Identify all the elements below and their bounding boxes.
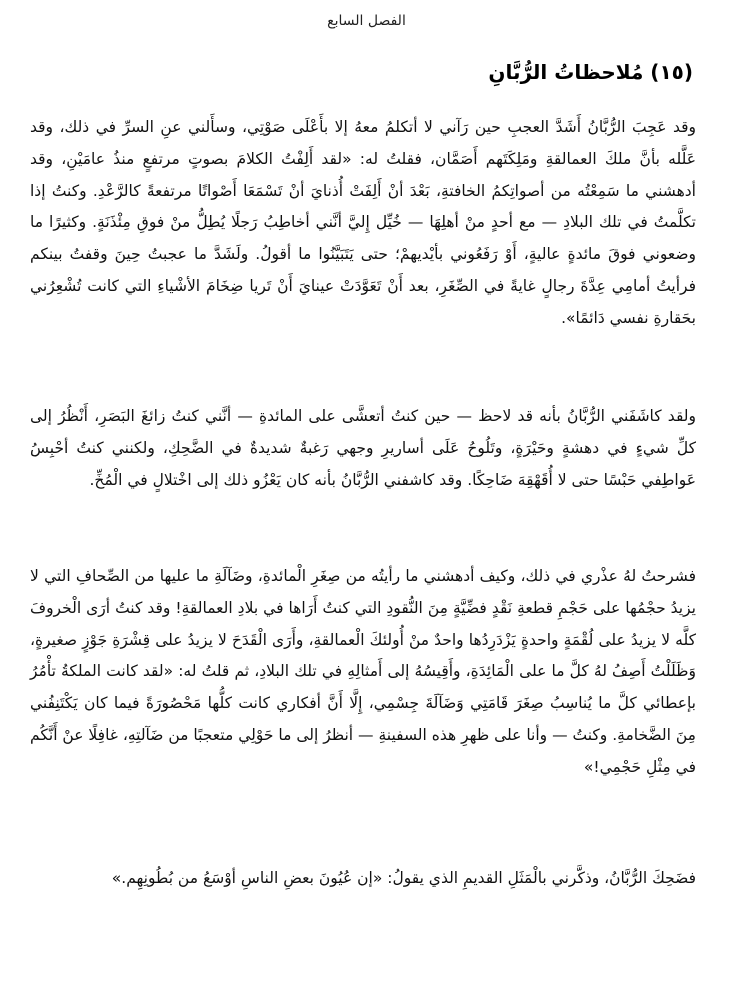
paragraph-text: ولقد كاشَفَني الرُّبَّانُ بأنه قد لاحظ — حين كنتُ أتعشَّى على المائدةِ — أنَّني كنتُ زائغَ البَصَرِ، أَنْظُرُ إلى كلِّ شيءٍ في دهشةٍ وحَيْرَةٍ، وتَلُوحُ عَلَى أساريرِ وجهي رَغبةٌ شديدةٌ في الضَّحِكِ، ولكنني كنتُ أحْبِسُ عَواطِفي حَبْسًا حتى لا أُقَهْقِهَ ضَاحِكًا. وقد كاشفني الرُّبَّانُ بأنه كان يَعْزُو ذلك إلى اخْتلالٍ في الْمُخِّ. xyxy=(30,407,696,489)
chapter-header: الفصل السابع xyxy=(327,13,406,29)
paragraph-2 xyxy=(30,401,696,496)
paragraph-text: وقد عَجِبَ الرُّبَّانُ أَشَدَّ العجبِ حين رَآني لا أتكلمُ معهُ إلا بأَعْلَى صَوْتِي، وسأَلني عنِ السرِّ في ذلك، وقد عَلَّله بأنَّ ملكَ العمالقةِ ومَلِكَتَهم أَصَمَّان، فقلتُ له: «لقد أَلِفْتُ الكلامَ بصوتٍ مرتفعٍ منذُ عامَيْنِ، وقد أدهشني ما سَمِعْتُه من أصواتِكمُ الخافتةِ، بَعْدَ أنْ أَلِفَتْ أُذنايَ أنْ تَسْمَعَا أَصْواتًا مرتفعةً كالرَّعْدِ. وكنتُ إذا تكلَّمتُ في تلك البلادِ — مع أحدٍ منْ أهلِهَا — خُيِّل إِليَّ أنَّني أخاطِبُ رَجلًا يُطِلُّ منْ فوقِ مِئْذَنَةٍ. وكثيرًا ما وضعوني فوقَ مائدةٍ عاليةٍ، أَوْ رَفَعُوني بأيْديهمْ؛ حتى يَتَبَيَّنُوا ما أقولُ. ولَشَدَّ ما عجبتُ حِينَ وقفتُ بينكم فرأيتُ أمامِي عِدَّةَ رجالٍ غايةً في الصِّغَرِ، بعد أَنْ تَعَوَّدَتْ عينايَ أَنْ تَريا ضِخَامَ الأشْياءِ التي كانت تُشْعِرُني بحَقارةِ نفسي دَائمًا». xyxy=(30,118,696,327)
paragraph-4 xyxy=(30,863,696,895)
paragraph-1 xyxy=(30,112,696,335)
paragraph-text: فضَحِكَ الرُّبَّانُ، وذكَّرني بالْمَثَلِ القديمِ الذي يقولُ: «إن عُيُونَ بعضِ الناسِ أوْسَعُ من بُطُونِهِم.» xyxy=(111,869,696,887)
paragraph-3 xyxy=(30,561,696,784)
paragraph-text: فشرحتُ لهُ عذْري في ذلك، وكيف أدهشني ما رأيتُه من صِغَرِ الْمائدةِ، وضَآلَةِ ما عليها من الصِّحافِ التي لا يزيدُ حجْمُها على حَجْمِ قطعةِ نَقْدٍ فضِّيَّةٍ مِنَ النُّقودِ التي كنتُ أَرَاها في بلادِ العمالقةِ! وقد كنتُ أرَى الْخروفَ كلَّه لا يزيدُ على لُقْمَةٍ واحدةٍ يَزْدَرِدُها واحدٌ منْ أُولئكَ الْعمالقةِ، وأَرَى الْقَدَحَ لا يزيدُ على قِشْرَةِ جَوْزٍ صغيرةٍ، وَظَلَلْتُ أَصِفُ لهُ كلَّ ما على الْمَائِدَةِ، وأَقِيسُهُ إلى أَمثالِهِ في تلك البلادِ، ثم قلتُ له: «لقد كانت الملكةُ تأْمُرُ بإعطائي كلَّ ما يُناسِبُ صِغَرَ قَامَتِي وَضَآلَةَ جِسْمِي، إِلَّا أَنَّ أفكاري كانت كلُّها مَحْصُورَةً فيما كان يَكْتَنِفُني مِنَ الضَّخامةِ. وكنتُ — وأنا على ظهرِ هذه السفينةِ — أنظرُ إلى ما حَوْلِي متعجبًا من ضَآلتِهِ، غافِلًا عنْ أَنَّكُم في مِثْلِ حَجْمِي!» xyxy=(30,567,696,776)
section-title: (١٥) مُلاحظاتُ الرُّبَّانِ xyxy=(488,60,693,84)
